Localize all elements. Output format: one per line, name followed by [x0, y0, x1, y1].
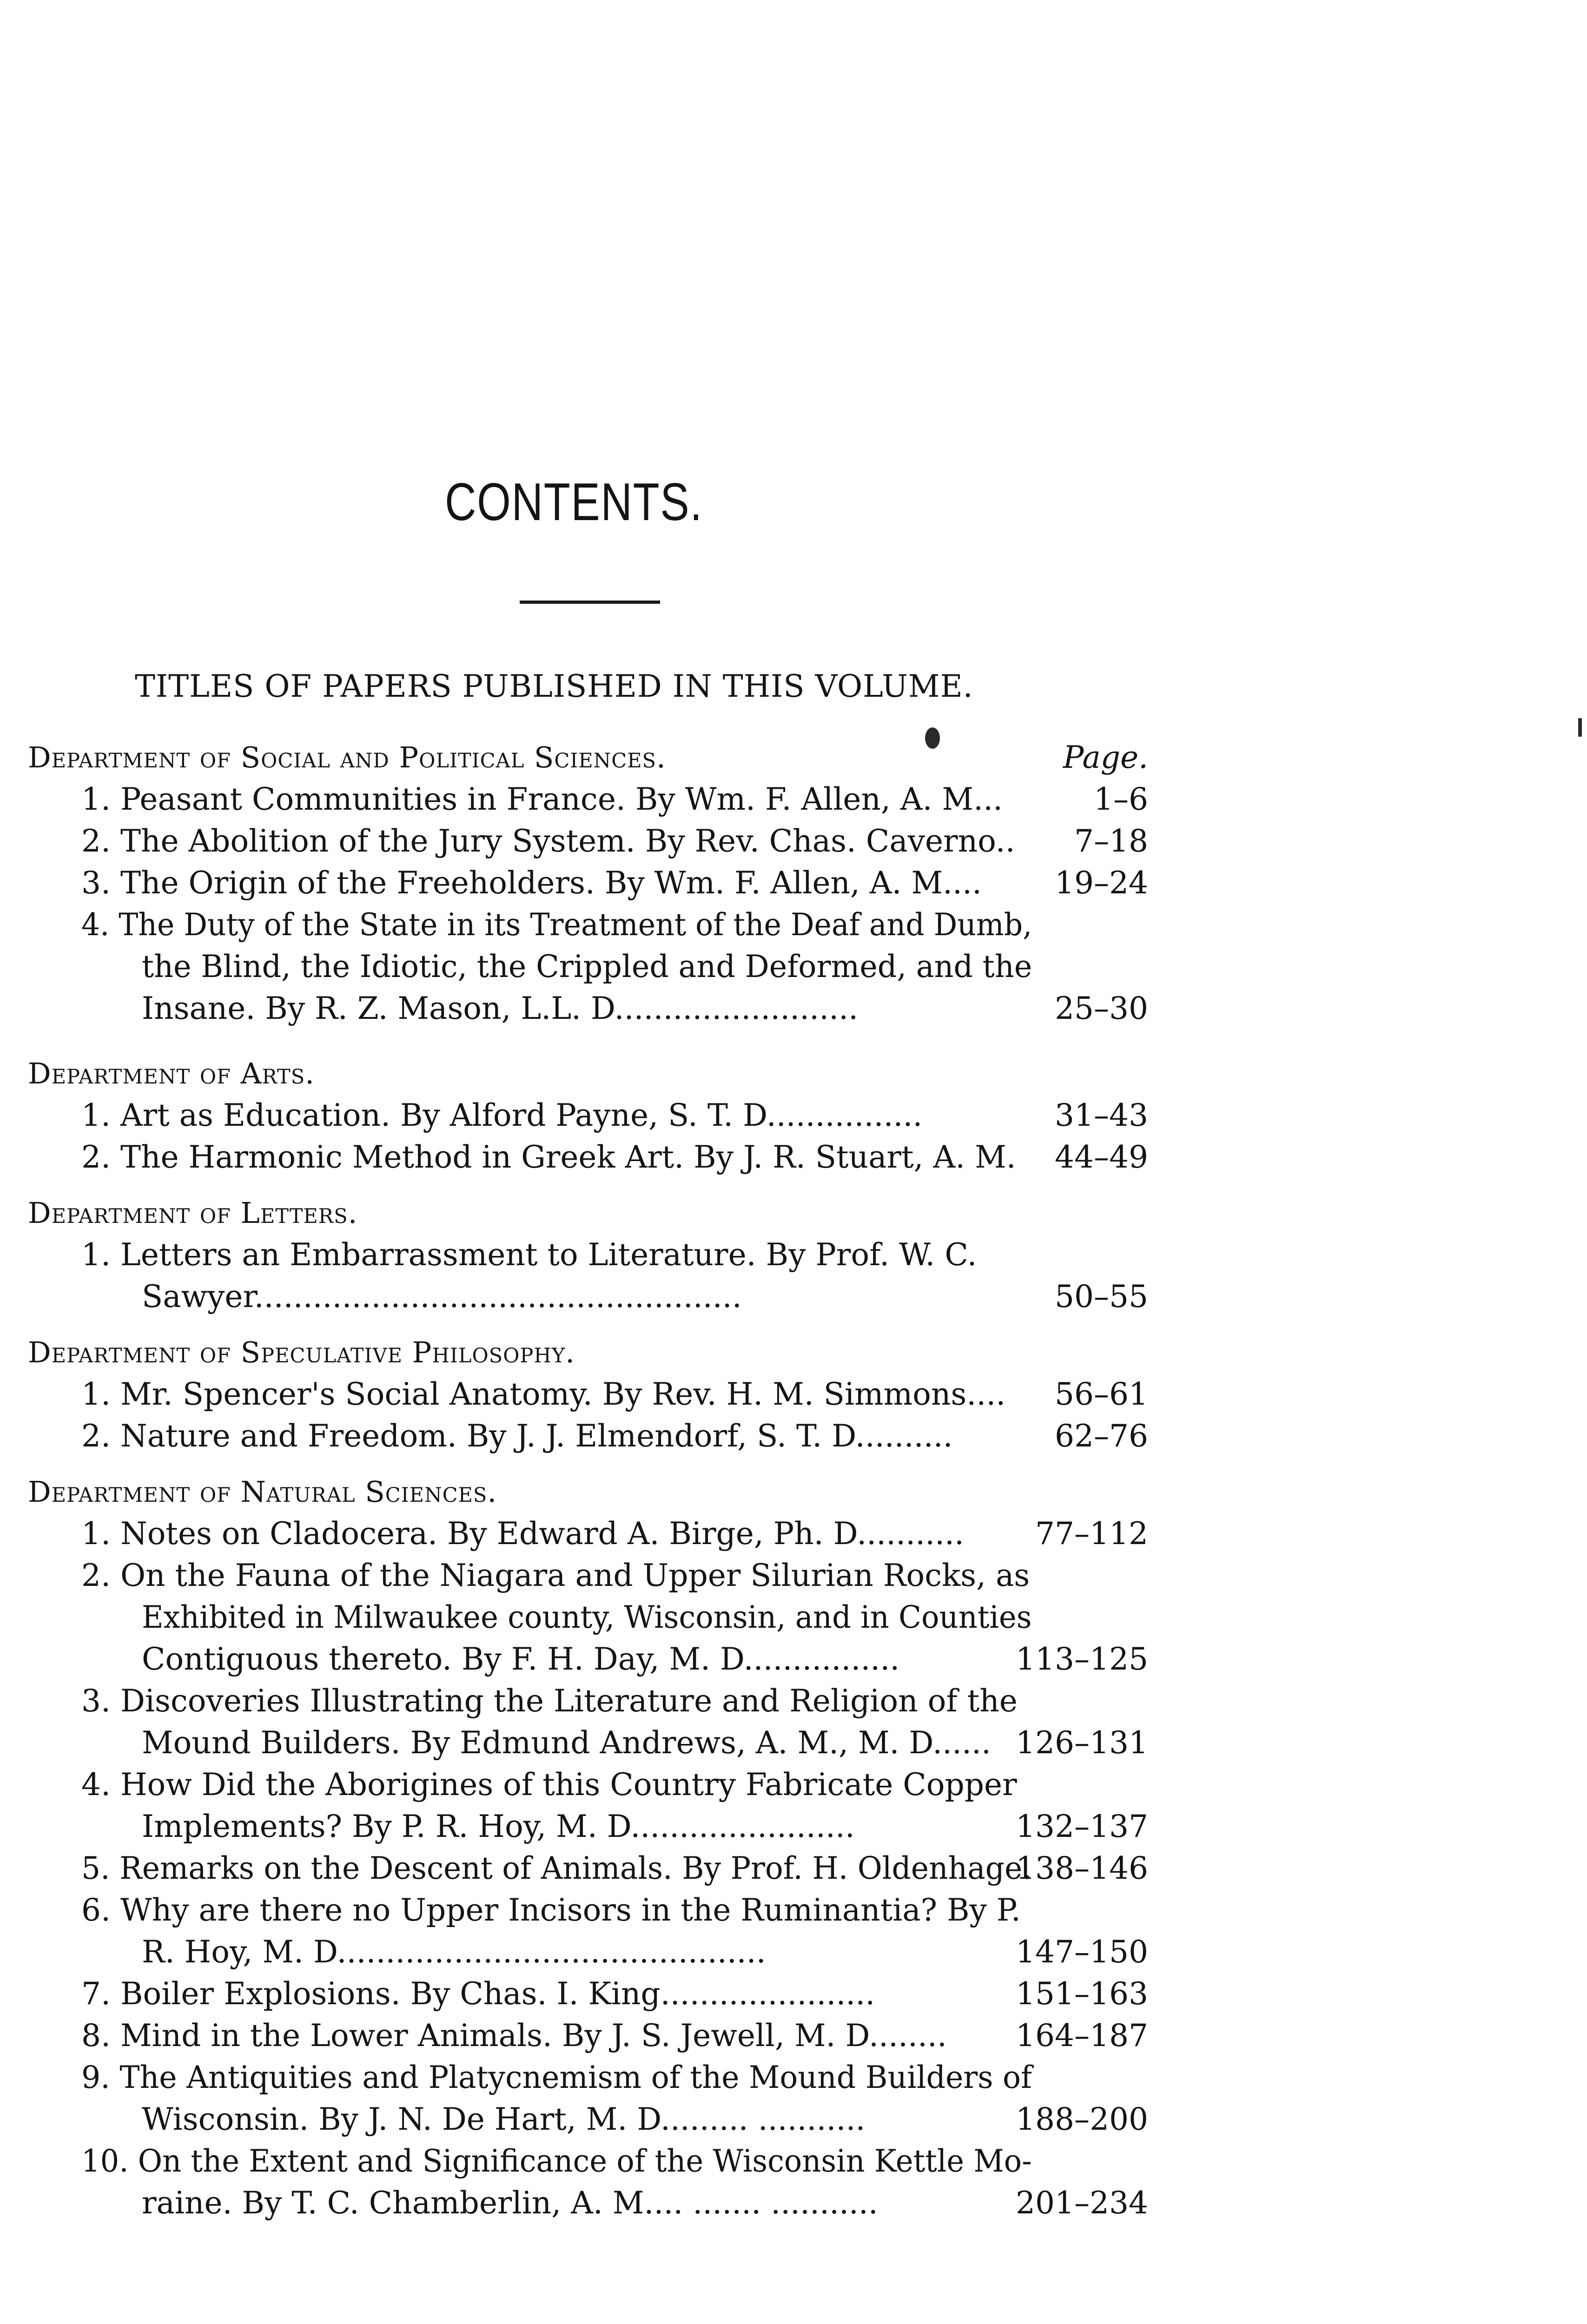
page-range: 164–187 — [1016, 2018, 1148, 2053]
page-range: 62–76 — [1055, 1418, 1148, 1454]
toc-entry-line: Implements? By P. R. Hoy, M. D....................... — [142, 1809, 855, 1844]
page-range: 31–43 — [1055, 1097, 1148, 1133]
page-range: 113–125 — [1016, 1641, 1148, 1677]
page-range: 132–137 — [1016, 1809, 1148, 1844]
toc-entry-line: 4. The Duty of the State in its Treatment of the Deaf and Dumb, — [81, 907, 1032, 943]
department-heading: Department of Social and Political Sciences. — [28, 740, 666, 774]
department-heading: Department of Letters. — [28, 1196, 358, 1230]
toc-entry-line: 10. On the Extent and Significance of the Wisconsin Kettle Mo- — [81, 2143, 1032, 2179]
toc-entry-line: 3. Discoveries Illustrating the Literature and Religion of the — [81, 1683, 1018, 1719]
page-range: 25–30 — [1055, 990, 1148, 1026]
page-range: 19–24 — [1055, 865, 1148, 901]
toc-entry-line: Sawyer.................................................. — [142, 1279, 742, 1314]
toc-entry-line: 6. Why are there no Upper Incisors in the Ruminantia? By P. — [81, 1892, 1021, 1928]
toc-entry-line: 5. Remarks on the Descent of Animals. By Prof. H. Oldenhage. — [81, 1850, 1032, 1886]
toc-entry-line: 2. The Harmonic Method in Greek Art. By J. R. Stuart, A. M. — [81, 1139, 1016, 1175]
department-heading: Department of Natural Sciences. — [28, 1475, 497, 1509]
toc-entry-line: Contiguous thereto. By F. H. Day, M. D................ — [142, 1641, 900, 1677]
toc-entry-line: 1. Letters an Embarrassment to Literature. By Prof. W. C. — [81, 1237, 977, 1273]
page-range: 151–163 — [1016, 1976, 1148, 2012]
page-range: 44–49 — [1055, 1139, 1148, 1175]
subtitle: TITLES OF PAPERS PUBLISHED IN THIS VOLUME. — [135, 668, 973, 704]
toc-entry-line: 4. How Did the Aborigines of this Country Fabricate Copper — [81, 1767, 1017, 1802]
toc-entry-line: 8. Mind in the Lower Animals. By J. S. Jewell, M. D........ — [81, 2018, 947, 2053]
toc-entry-line: the Blind, the Idiotic, the Crippled and Deformed, and the — [142, 949, 1032, 984]
page-range: 77–112 — [1035, 1516, 1148, 1552]
page-range: 1–6 — [1094, 781, 1148, 817]
toc-entry-line: 9. The Antiquities and Platycnemism of the Mound Builders of — [81, 2060, 1032, 2095]
toc-entry-line: 7. Boiler Explosions. By Chas. I. King...................... — [81, 1976, 875, 2012]
page-column-header: Page. — [1063, 739, 1148, 775]
toc-entry-line: Insane. By R. Z. Mason, L.L. D......................... — [142, 990, 859, 1026]
toc-entry-line: 2. The Abolition of the Jury System. By Rev. Chas. Caverno.. — [81, 823, 1015, 859]
toc-entry-line: R. Hoy, M. D............................................ — [142, 1934, 766, 1970]
page-range: 138–146 — [1016, 1850, 1148, 1886]
page-title: CONTENTS. — [444, 473, 703, 532]
toc-entry-line: 1. Peasant Communities in France. By Wm. F. Allen, A. M... — [81, 781, 1003, 817]
toc-entry-line: 1. Notes on Cladocera. By Edward A. Birge, Ph. D........... — [81, 1516, 964, 1552]
department-heading: Department of Arts. — [28, 1056, 315, 1090]
toc-entry-line: 1. Art as Education. By Alford Payne, S. T. D................ — [81, 1097, 923, 1133]
toc-entry-line: Exhibited in Milwaukee county, Wisconsin, and in Counties — [142, 1599, 1032, 1635]
department-heading: Department of Speculative Philosophy. — [28, 1335, 575, 1369]
page-range: 56–61 — [1055, 1376, 1148, 1412]
toc-entry-line: 3. The Origin of the Freeholders. By Wm. F. Allen, A. M.... — [81, 865, 982, 901]
toc-entry-line: raine. By T. C. Chamberlin, A. M.... ....... ........... — [142, 2185, 878, 2221]
toc-entry-line: 1. Mr. Spencer's Social Anatomy. By Rev. H. M. Simmons.... — [81, 1376, 1006, 1412]
page-range: 126–131 — [1016, 1725, 1148, 1761]
page-range: 7–18 — [1074, 823, 1148, 859]
toc-entry-line: Mound Builders. By Edmund Andrews, A. M., M. D...... — [142, 1725, 991, 1761]
page-range: 201–234 — [1016, 2185, 1148, 2221]
toc-entry-line: 2. Nature and Freedom. By J. J. Elmendorf, S. T. D.......... — [81, 1418, 953, 1454]
toc-entry-line: 2. On the Fauna of the Niagara and Upper Silurian Rocks, as — [81, 1558, 1030, 1593]
page-range: 188–200 — [1016, 2101, 1148, 2137]
toc-entry-line: Wisconsin. By J. N. De Hart, M. D......... ........... — [142, 2101, 866, 2137]
page-range: 50–55 — [1055, 1279, 1148, 1314]
page-range: 147–150 — [1016, 1934, 1148, 1970]
